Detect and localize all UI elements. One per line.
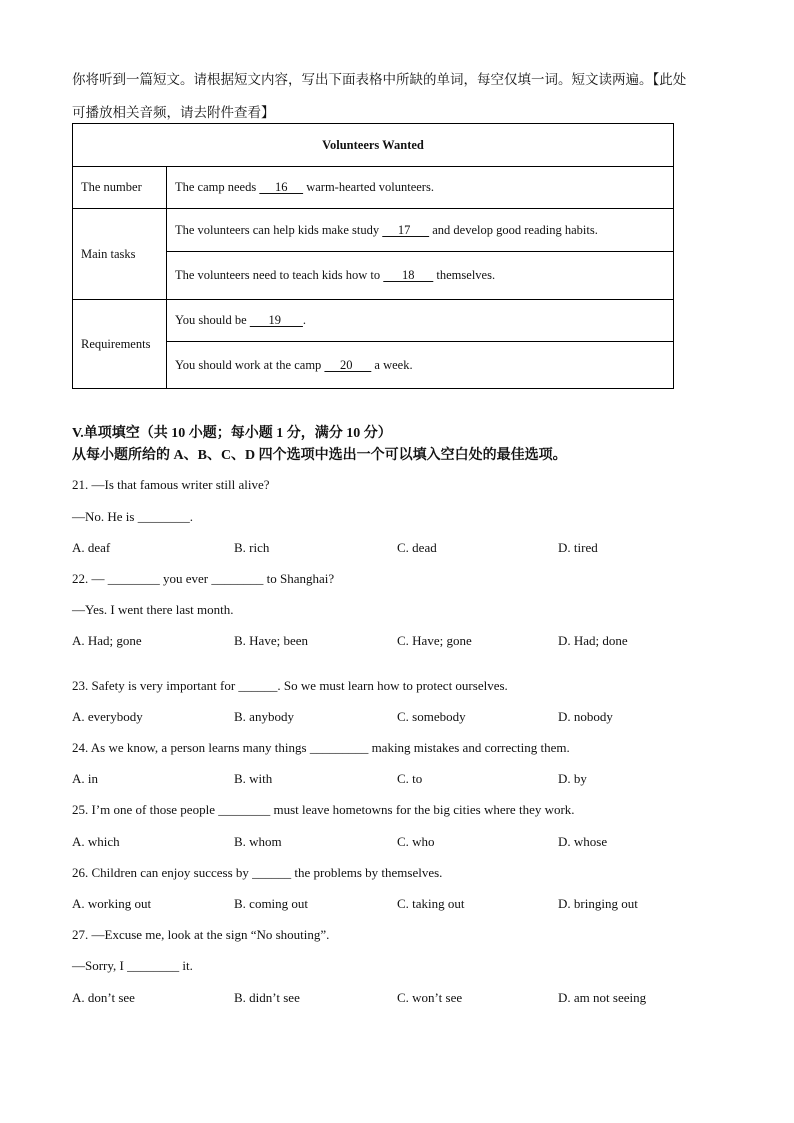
q23-option-a: A. everybody [72, 709, 143, 724]
question-25-stem: 25. I’m one of those people ________ must leave hometowns for the big cities where they work. [72, 802, 575, 817]
blank-17: 17 [382, 222, 430, 237]
question-26-stem: 26. Children can enjoy success by ______ the problems by themselves. [72, 865, 443, 880]
listening-instructions [72, 63, 722, 129]
blank-16: 16 [259, 180, 304, 194]
q25-option-b: B. whom [234, 834, 282, 849]
q26-option-c: C. taking out [397, 896, 465, 911]
question-22-reply: —Yes. I went there last month. [72, 602, 234, 617]
q27-option-d: D. am not seeing [558, 990, 647, 1005]
q21-option-c: C. dead [397, 540, 437, 555]
table-cell-18: The volunteers need to teach kids how to 18 themselves. [167, 252, 674, 300]
blank-20: 20 [324, 357, 372, 372]
q26-option-a: A. working out [72, 896, 152, 911]
q23-option-c: C. somebody [397, 709, 466, 724]
table-cell-16: The camp needs 16 warm-hearted volunteers. [167, 167, 674, 209]
q24-option-a: A. in [72, 771, 98, 786]
table-cell-20: You should work at the camp 20 a week. [167, 342, 674, 389]
question-27-stem: 27. —Excuse me, look at the sign “No shouting”. [72, 927, 330, 942]
q22-option-b: B. Have; been [234, 633, 309, 648]
blank-18: 18 [383, 268, 434, 282]
question-22-stem: 22. — ________ you ever ________ to Shanghai? [72, 571, 335, 586]
q22-option-c: C. Have; gone [397, 633, 472, 648]
q21-option-b: B. rich [234, 540, 270, 555]
q22-option-a: A. Had; gone [72, 633, 142, 648]
section-instruction: 从每小题所给的 A、B、C、D 四个选项中选出一个可以填入空白处的最佳选项。 [72, 448, 567, 463]
row-label-number: The number [73, 167, 167, 209]
instruction-line-1: 你将听到一篇短文。请根据短文内容，写出下面表格中所缺的单词，每空仅填一词。短文读两遍。【此处 [72, 72, 687, 87]
question-27-reply: —Sorry, I ________ it. [72, 958, 193, 973]
question-23-stem: 23. Safety is very important for ______. So we must learn how to protect ourselves. [72, 678, 508, 693]
table-cell-17: The volunteers can help kids make study 17 and develop good reading habits. [167, 209, 674, 252]
q23-option-b: B. anybody [234, 709, 294, 724]
section-header [72, 423, 567, 467]
q23-option-d: D. nobody [558, 709, 613, 724]
section-title: V.单项填空（共 10 小题；每小题 1 分，满分 10 分） [72, 426, 392, 441]
q24-option-d: D. by [558, 771, 587, 786]
table-title: Volunteers Wanted [73, 124, 674, 167]
q26-option-d: D. bringing out [558, 896, 638, 911]
q25-option-a: A. which [72, 834, 120, 849]
q21-option-d: D. tired [558, 540, 598, 555]
volunteers-table [72, 123, 674, 389]
q22-option-d: D. Had; done [558, 633, 628, 648]
table-cell-19: You should be 19 . [167, 300, 674, 342]
row-label-requirements: Requirements [73, 300, 167, 389]
q27-option-a: A. don’t see [72, 990, 135, 1005]
q24-option-b: B. with [234, 771, 273, 786]
q27-option-b: B. didn’t see [234, 990, 300, 1005]
q26-option-b: B. coming out [234, 896, 309, 911]
q27-option-c: C. won’t see [397, 990, 463, 1005]
q21-option-a: A. deaf [72, 540, 111, 555]
q24-option-c: C. to [397, 771, 423, 786]
question-21-stem: 21. —Is that famous writer still alive? [72, 477, 270, 492]
instruction-line-2: 可播放相关音频，请去附件查看】 [72, 105, 275, 120]
blank-19: 19 [249, 313, 303, 327]
question-21-reply: —No. He is ________. [72, 509, 193, 524]
q25-option-c: C. who [397, 834, 435, 849]
question-24-stem: 24. As we know, a person learns many things _________ making mistakes and correcting them. [72, 740, 570, 755]
row-label-main-tasks: Main tasks [73, 209, 167, 300]
q25-option-d: D. whose [558, 834, 608, 849]
